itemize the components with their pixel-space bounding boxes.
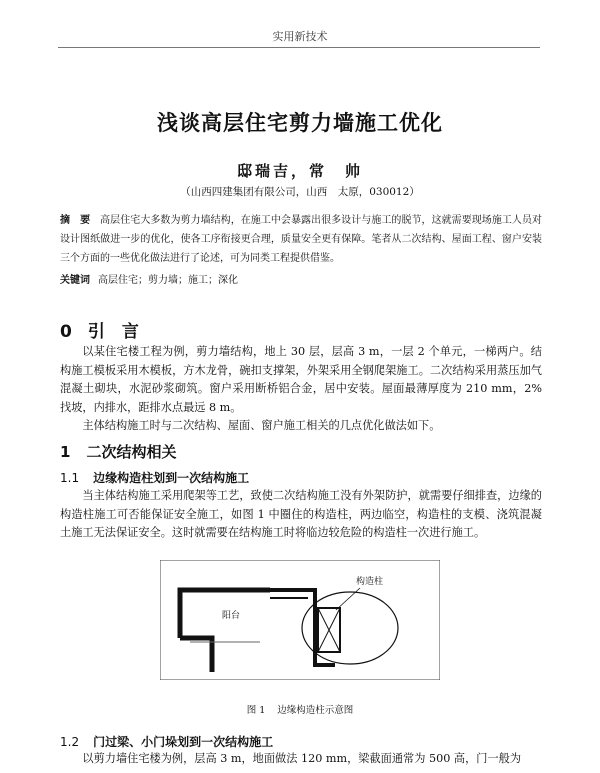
- section-0-number: 0: [60, 322, 72, 342]
- section-0-paragraph-1: 以某住宅楼工程为例，剪力墙结构，地上 30 层，层高 3 m，一层 2 个单元，一梯两户。结构施工模板采用木模板，方木龙骨，碗扣支撑架，外架采用全钢爬架施工。二次结构采用蒸压加气混凝土砌块，水泥砂浆砌筑。窗户采用断桥铝合金，居中安装。屋面最薄厚度为 210 mm，2% 找坡，内排水，距排水点最远 8 m。: [60, 345, 542, 414]
- subsection-1-1-heading: [60, 469, 249, 486]
- abstract-label: 摘 要: [60, 215, 91, 226]
- subsection-1-1-paragraph: 当主体结构施工采用爬架等工艺，致使二次结构施工没有外架防护，就需要仔细排查，边缘的构造柱施工可否能保证安全施工，如图 1 中圈住的构造柱，两边临空，构造柱的支模、浇筑混凝土施工无法保证安全。这时就需要在结构施工时将临边较危险的构造柱一次进行施工。: [60, 489, 542, 539]
- keywords-text: 高层住宅；剪力墙；施工；深化: [98, 275, 238, 286]
- section-0-title: 引 言: [87, 322, 139, 342]
- figure-label-column: 构造柱: [356, 577, 384, 587]
- column-leader-line: [336, 588, 360, 610]
- figure-label-balcony: 阳台: [222, 611, 241, 621]
- figure-1-number: 图 1: [246, 705, 266, 716]
- figure-1-caption: [0, 702, 600, 716]
- figure-1-caption-text: 边缘构造柱示意图: [277, 705, 354, 716]
- section-1-title: 二次结构相关: [86, 443, 177, 461]
- subsection-1-2-title: 门过梁、小门垛划到一次结构施工: [93, 735, 274, 749]
- figure-1-diagram: [160, 560, 440, 680]
- section-0-paragraph-2: 主体结构施工时与二次结构、屋面、窗户施工相关的几点优化做法如下。: [82, 419, 441, 432]
- subsection-1-1-title: 边缘构造柱划到一次结构施工: [93, 471, 250, 485]
- subsection-1-1-number: 1.1: [60, 471, 80, 485]
- section-0-body: [60, 343, 542, 436]
- subsection-1-2-body: [60, 750, 542, 769]
- authors: 邸瑞吉，常 帅: [236, 162, 363, 180]
- subsection-1-2-number: 1.2: [60, 735, 80, 749]
- article-title: 浅谈高层住宅剪力墙施工优化: [157, 110, 443, 135]
- subsection-1-1-body: [60, 487, 542, 543]
- keywords: [60, 271, 542, 286]
- abstract-text: 高层住宅大多数为剪力墙结构，在施工中会暴露出很多设计与施工的脱节，这就需要现场施工人员对设计图纸做进一步的优化，使各工序衔接更合理，质量安全更有保障。笔者从二次结构、屋面工程、窗户安装三个方面的一些优化做法进行了论述，可为同类工程提供借鉴。: [60, 215, 543, 264]
- keywords-label: 关键词: [60, 275, 90, 286]
- header-rule: [58, 47, 540, 48]
- affiliation: （山西四建集团有限公司，山西 太原，030012）: [180, 186, 420, 198]
- subsection-1-2-heading: [60, 733, 273, 750]
- journal-header: 实用新技术: [272, 30, 328, 43]
- section-0-heading: [60, 317, 139, 342]
- subsection-1-2-paragraph: 以剪力墙住宅楼为例，层高 3 m，地面做法 120 mm，梁截面通常为 500 高，门一般为: [82, 752, 522, 765]
- abstract: [60, 211, 542, 268]
- balcony-wall-lower: [180, 638, 212, 672]
- figure-frame: [160, 560, 440, 680]
- section-1-number: 1: [60, 443, 71, 461]
- section-1-heading: [60, 441, 176, 462]
